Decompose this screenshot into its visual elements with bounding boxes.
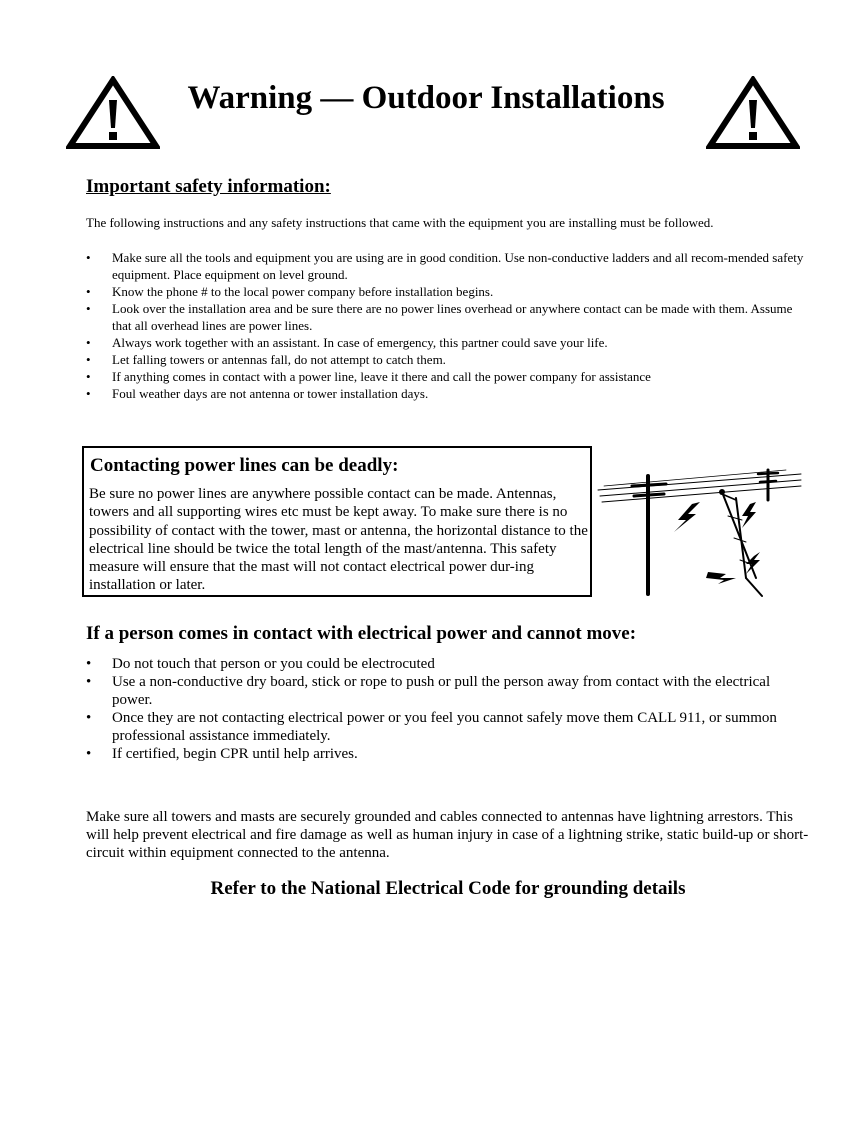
safety-intro: The following instructions and any safety instructions that came with the equipment you are installing must be followed. [86, 215, 714, 230]
list-item: • Use a non-conductive dry board, stick or rope to push or pull the person away from contact with the electrical power. [86, 673, 806, 709]
power-box-heading: Contacting power lines can be deadly: [90, 455, 399, 476]
list-item: • If certified, begin CPR until help arrives. [86, 745, 806, 763]
contact-heading: If a person comes in contact with electrical power and cannot move: [86, 623, 637, 644]
safety-heading: Important safety information: [86, 176, 331, 197]
list-item: • Look over the installation area and be sure there are no power lines overhead or anywhere contact can be made with them. Assume that all overhead lines are power lines. [86, 300, 806, 334]
list-item: • Do not touch that person or you could be electrocuted [86, 655, 806, 673]
power-lines-warning-box [82, 446, 592, 597]
safety-list [86, 249, 806, 402]
list-item: • Make sure all the tools and equipment you are using are in good condition. Use non-conductive ladders and all recom-mended safety equipment. Place equipment on level ground. [86, 249, 806, 283]
list-item: • Always work together with an assistant. In case of emergency, this partner could save your life. [86, 334, 806, 351]
code-reference: Refer to the National Electrical Code for grounding details [210, 878, 686, 899]
list-item: • Foul weather days are not antenna or tower installation days. [86, 385, 806, 402]
list-item: • Once they are not contacting electrical power or you feel you cannot safely move them CALL 911, or summon professional assistance immediately. [86, 709, 806, 745]
power-box-text: Be sure no power lines are anywhere possible contact can be made. Antennas, towers and all supporting wires etc must be kept away. To make sure there is no possibility of contact with the tower, mast or antenna, the horizontal distance to the electrical line should be twice the total length of the mast/antenna. This safety measure will ensure that the mast will not contact electrical power dur-ing installation or later. [89, 486, 588, 594]
warning-triangle-icon [706, 76, 800, 150]
list-item: • Let falling towers or antennas fall, do not attempt to catch them. [86, 351, 806, 368]
list-item: • If anything comes in contact with a power line, leave it there and call the power company for assistance [86, 368, 806, 385]
contact-list [86, 655, 806, 763]
grounding-text: Make sure all towers and masts are securely grounded and cables connected to antennas have lightning arrestors. This will help prevent electrical and fire damage as well as human injury in case of a lightning strike, static build-up or short-circuit within equipment connected to the antenna. [86, 809, 809, 861]
power-line-lightning-icon [596, 460, 806, 600]
page-title: Warning — Outdoor Installations [187, 80, 665, 116]
list-item: • Know the phone # to the local power company before installation begins. [86, 283, 806, 300]
